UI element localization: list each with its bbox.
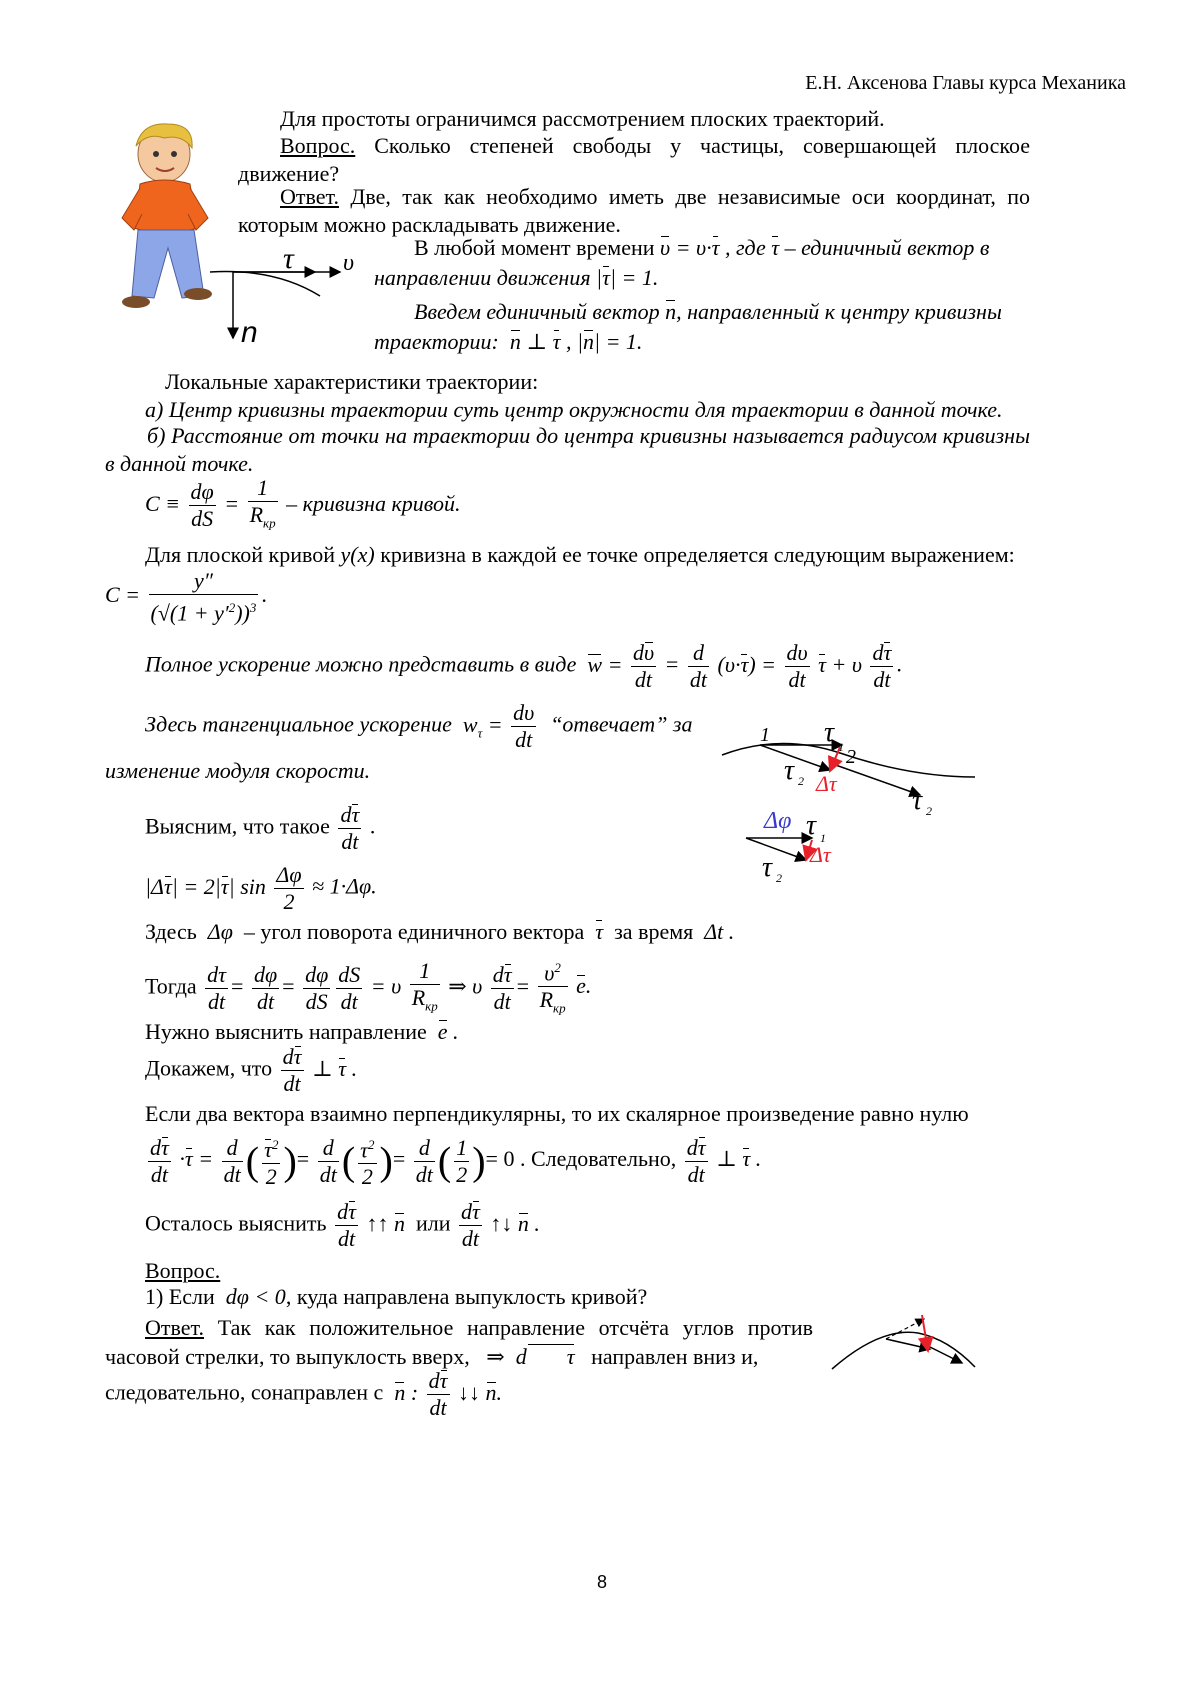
full-accel-line: Полное ускорение можно представить в виде w = $\frac{d\upsilon}{dt}$ = $\frac{d}{dt}$ (υ·τ) = $\frac{d\upsilon}{dt}$ τ + υ $\frac{d\tau}{dt}$ . [145,640,902,692]
tau1-sub: 1 [838,740,844,754]
plane-curve-text: Для плоской кривой y(x) кривизна в каждой ее точке определяется следующим выражением: [145,542,1015,567]
page-header: Е.Н. Аксенова Главы курса Механика [805,72,1126,94]
tau1-label-b: τ [806,810,817,841]
tau2-label-b: τ [762,852,773,883]
tau2-label: τ [784,755,795,786]
tau-label: τ [283,242,294,275]
tau1-label: τ [824,717,835,748]
convex-curve-diagram [830,1305,980,1375]
intro-question: Вопрос. Сколько степеней свободы у частицы, совершающей плоское движение? [238,133,1030,186]
curvature-formula: C ≡ $\frac{d\varphi}{dS}$ = $\frac{1}{R_{кр}}$ – кривизна кривой. [145,475,461,532]
scalar-product-formula: $\frac{d\tau}{dt}$ ·τ = $\frac{d}{dt}$ ( $\frac{\tau^2}{2}$ )= $\frac{d}{dt}$ ( $\frac{\tau^2}{2}$ )= $\frac{d}{dt}$ ( $\frac{1}{2}$ )= 0 . Следовательно, $\frac{d\tau}{dt}$ ⊥ τ . [145,1132,761,1190]
tau2-sub: 2 [798,774,804,788]
intro-answer: Ответ. Две, так как необходимо иметь две независимые оси координат, по которым можно раскладывать движение. [238,184,1030,237]
dtau-label: Δτ [816,771,837,796]
intro-line1: Для простоты ограничимся рассмотрением плоских траекторий. [280,106,885,131]
delta-phi-line: Здесь Δφ – угол поворота единичного вектора τ за время Δt . [145,919,735,944]
then-formula: Тогда $\frac{d\tau}{dt}$ = $\frac{d\varphi}{dt}$ = $\frac{d\varphi}{dS}$ $\frac{dS}{dt}$ = υ $\frac{1}{R_{кр}}$ ⇒ υ $\frac{d\tau}{dt}$ = $\frac{\upsilon^2}{R_{кр}}$ e. [145,955,591,1022]
question2-answer: Ответ. Так как положительное направление отсчёта углов против часовой стрелки, то выпуклость вверх, ⇒ d τ направлен вниз и, [105,1315,813,1369]
local-chars-b: б) Расстояние от точки на траектории до центра кривизны называется радиусом кривизны в данной точке. [105,423,1030,476]
n-label: n [241,316,258,349]
question2-label: Вопрос. [145,1258,221,1283]
local-chars-title: Локальные характеристики траектории: [165,369,539,394]
find-out-line: Выясним, что такое $\frac{d\tau}{dt}$ . [145,802,376,854]
point-2-label: 2 [846,746,856,768]
need-direction-line: Нужно выяснить направление e . [145,1019,459,1044]
dtau-label-b: Δτ [810,842,831,867]
trajectory-line: траектории: n ⊥ τ , |n| = 1. [374,329,643,354]
tau1-sub-b: 1 [820,831,826,845]
tau2b-sub: 2 [926,804,932,815]
tau2b-label: τ [912,785,923,815]
point-1-label: 1 [760,724,770,746]
question2-item: 1) Если dφ < 0, куда направлена выпуклость кривой? [145,1284,648,1309]
plane-curvature-formula: C = $\frac{y''}{(√(1 + y'^2))^3}$ . [105,568,267,626]
dphi-label: Δφ [764,808,792,834]
local-chars-a: а) Центр кривизны траектории суть центр окружности для траектории в данной точке. [145,397,1003,422]
any-moment-line: В любой момент времени υ = υ·τ , где τ – единичный вектор в [414,235,990,260]
direction-line: направлении движения |τ| = 1. [374,265,659,290]
introduce-line: Введем единичный вектор n, направленный к центру кривизны [414,299,1002,324]
tangential-line: Здесь тангенциальное ускорение $w_\tau$ = $\frac{d\upsilon}{dt}$ “отвечает” за [145,700,693,752]
delta-phi-diagram [740,800,870,890]
prove-line: Докажем, что $\frac{d\tau}{dt}$ ⊥ τ . [145,1044,358,1096]
tangential-change: изменение модуля скорости. [105,758,371,783]
perp-statement: Если два вектора взаимно перпендикулярны, то их скалярное произведение равно нулю [145,1101,969,1126]
velocity-vectors-figure [205,240,365,350]
tau2-sub-b: 2 [776,871,782,885]
remains-line: Осталось выяснить $\frac{d\tau}{dt}$ ↑↑ n или $\frac{d\tau}{dt}$ ↑↓ n . [145,1199,540,1251]
page-number: 8 [596,1572,607,1592]
delta-tau-formula: |Δτ| = 2|τ| sin $\frac{\Delta\varphi}{2}$ ≈ 1·Δφ. [145,862,377,914]
v-label: υ [343,250,355,276]
codirected-line: следовательно, сонаправлен с n : $\frac{d\tau}{dt}$ ↓↓ n. [105,1368,503,1420]
